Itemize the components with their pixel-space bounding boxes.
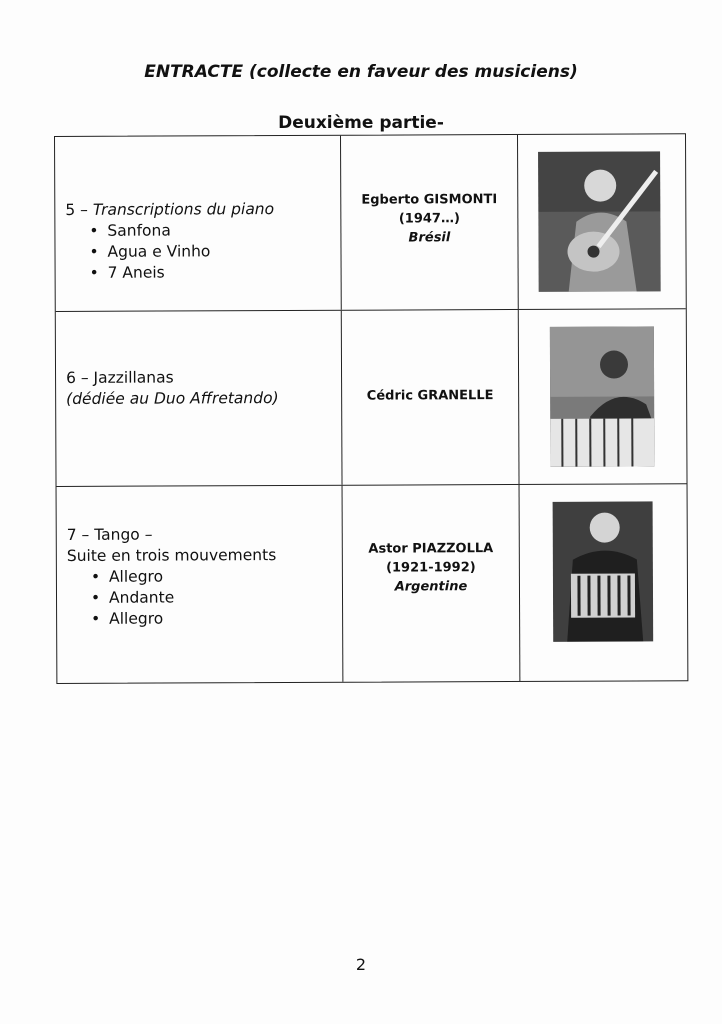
piece-info (65, 199, 274, 284)
piece-number: 7 – (66, 525, 95, 544)
piece-number: 5 – (65, 200, 93, 219)
piece-info (66, 367, 279, 410)
composer-country: Argentine (394, 579, 468, 595)
piece-info (67, 524, 277, 630)
list-item: • Allegro (91, 608, 277, 630)
photo-cell (518, 134, 686, 309)
piece-dedication: (dédiée au Duo Affretando) (66, 389, 279, 408)
page-number: 2 (355, 955, 367, 974)
composer-name: Astor PIAZZOLLA (368, 541, 494, 557)
list-item: • Allegro (91, 566, 277, 588)
program-table (54, 133, 688, 684)
composer-name: Cédric GRANELLE (366, 388, 494, 404)
composer-info (342, 386, 518, 406)
composer-cell (341, 135, 519, 310)
piece-cell (56, 311, 343, 486)
composer-country: Brésil (408, 230, 451, 246)
pianist-photo (550, 326, 655, 466)
movement-list (65, 220, 274, 284)
composer-info (343, 539, 519, 597)
piece-number: 6 – (66, 368, 94, 387)
list-item: • Sanfona (89, 220, 274, 242)
composer-name: Egberto GISMONTI (361, 192, 498, 208)
section-subtitle: Deuxième partie- (278, 113, 444, 133)
piece-cell (57, 486, 344, 683)
program-row-5 (55, 134, 686, 312)
piece-title: Jazzillanas (93, 368, 174, 387)
piece-title: Transcriptions du piano (92, 200, 275, 219)
composer-dates: (1947…) (398, 211, 460, 227)
guitarist-photo (538, 151, 661, 292)
list-item: • 7 Aneis (90, 262, 275, 284)
composer-dates: (1921-1992) (386, 560, 476, 576)
piece-title: Tango – (94, 525, 153, 544)
list-item: • Agua e Vinho (89, 241, 274, 263)
piece-subtitle: Suite en trois mouvements (66, 546, 277, 565)
bandoneon-player-photo (553, 501, 654, 641)
composer-info (341, 190, 517, 248)
photo-cell (520, 484, 688, 681)
program-row-7 (57, 484, 688, 683)
list-item: • Andante (91, 587, 277, 609)
page-title: ENTRACTE (collecte en faveur des musiciens) (144, 62, 578, 82)
program-row-6 (56, 309, 687, 487)
composer-cell (342, 310, 520, 485)
piece-cell (55, 136, 342, 311)
movement-list (67, 566, 277, 630)
composer-cell (343, 485, 521, 682)
photo-cell (519, 309, 687, 484)
